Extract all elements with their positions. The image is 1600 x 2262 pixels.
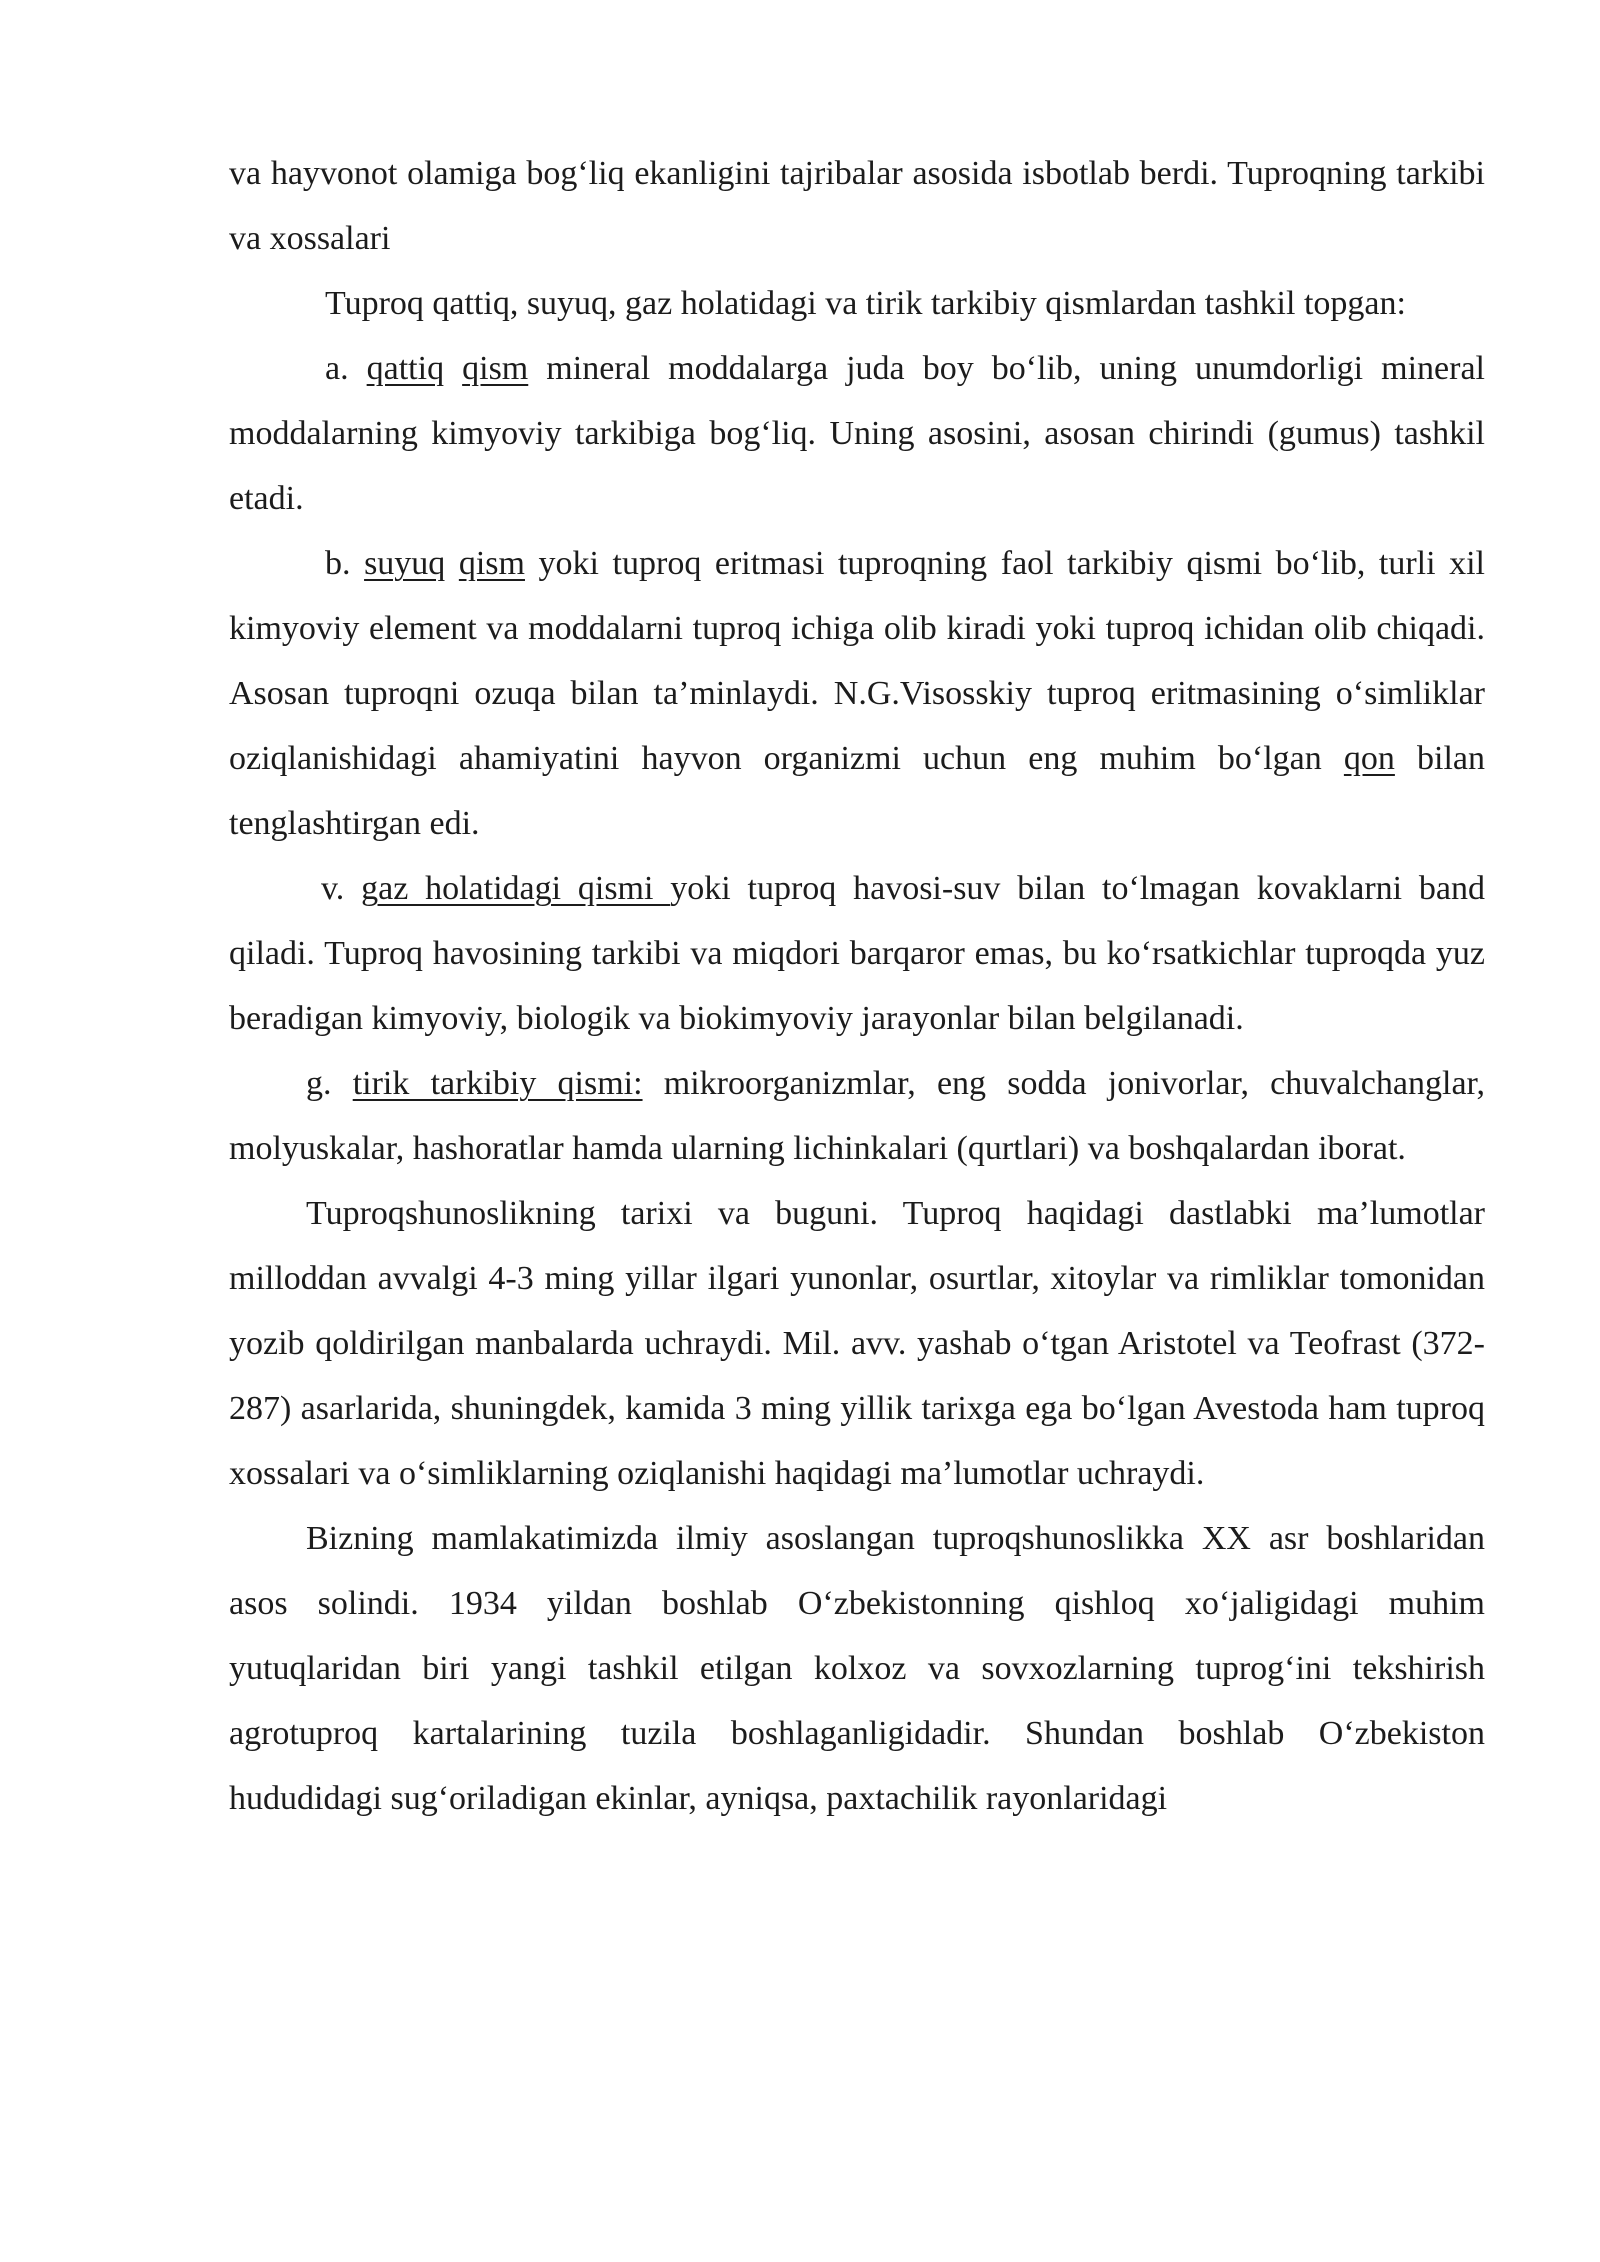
- underlined-term-qon: qon: [1343, 740, 1395, 777]
- document-body: [229, 141, 1485, 1831]
- list-marker-g: g.: [306, 1065, 353, 1102]
- underlined-term-tirik-tarkibiy-qismi: tirik tarkibiy qismi:: [352, 1065, 643, 1102]
- underlined-term-qattiq: qattiq: [366, 350, 445, 387]
- paragraph-8: Bizning mamlakatimizda ilmiy asoslangan tuproqshunoslikka XX asr boshlaridan asos solindi. 1934 yildan boshlab O‘zbekistonning qishloq xo‘jaligidagi muhim yutuqlaridan biri yangi tashkil etilgan kolxoz va sovxozlarning tuprog‘ini tekshirish agrotuproq kartalarining tuzila boshlaganligidadir. Shundan boshlab O‘zbekiston hududidagi sug‘oriladigan ekinlar, ayniqsa, paxtachilik rayonlaridagi: [229, 1520, 1485, 1817]
- paragraph-6: [229, 1051, 1485, 1181]
- paragraph-4-text: yoki tuproq eritmasi tuproqning faol tarkibiy qismi bo‘lib, turli xil kimyoviy element va moddalarni tuproq ichiga olib kiradi yoki tuproq ichidan olib chiqadi. Asosan tuproqni ozuqa bilan ta’minlaydi. N.G.Visosskiy tuproq eritmasining o‘simliklar oziqlanishidagi ahamiyatini hayvon organizmi uchun eng muhim bo‘lgan: [229, 545, 1485, 777]
- underlined-term-qism-2: qism: [458, 545, 525, 582]
- paragraph-5: [229, 856, 1485, 1051]
- paragraph-6-text: mikroorganizmlar, eng sodda jonivorlar, chuvalchanglar, molyuskalar, hashoratlar hamda ularning lichinkalari (qurtlari) va boshqalardan iborat.: [229, 1065, 1485, 1167]
- list-marker-b: b.: [325, 545, 365, 582]
- paragraph-4-text-end: bilan tenglashtirgan edi.: [229, 740, 1485, 842]
- paragraph-2: Tuproq qattiq, suyuq, gaz holatidagi va tirik tarkibiy qismlardan tashkil topgan:: [325, 285, 1406, 322]
- list-marker-a: a.: [325, 350, 367, 387]
- paragraph-1: va hayvonot olamiga bog‘liq ekanligini tajribalar asosida isbotlab berdi. Tuproqning tarkibi va xossalari: [229, 155, 1485, 257]
- underlined-term-qism: qism: [462, 350, 529, 387]
- space: [444, 350, 462, 387]
- paragraph-3: [229, 336, 1485, 531]
- paragraph-3-text: mineral moddalarga juda boy bo‘lib, uning unumdorligi mineral moddalarning kimyoviy tarkibiga bog‘liq. Uning asosini, asosan chirindi (gumus) tashkil etadi.: [229, 350, 1485, 517]
- paragraph-7: Tuproqshunoslikning tarixi va buguni. Tuproq haqidagi dastlabki ma’lumotlar milloddan avvalgi 4-3 ming yillar ilgari yunonlar, osurtlar, xitoylar va rimliklar tomonidan yozib qoldirilgan manbalarda uchraydi. Mil. avv. yashab o‘tgan Aristotel va Teofrast (372-287) asarlarida, shuningdek, kamida 3 ming yillik tarixga ega bo‘lgan Avestoda ham tuproq xossalari va o‘simliklarning oziqlanishi haqidagi ma’lumotlar uchraydi.: [229, 1195, 1485, 1492]
- underlined-term-suyuq: suyuq: [364, 545, 446, 582]
- underlined-term-gaz-holatidagi-qismi: gaz holatidagi qismi: [361, 870, 671, 907]
- paragraph-4: [229, 531, 1485, 856]
- list-marker-v: v.: [321, 870, 362, 907]
- paragraph-5-text: yoki tuproq havosi-suv bilan to‘lmagan kovaklarni band qiladi. Tuproq havosining tarkibi va miqdori barqaror emas, bu ko‘rsatkichlar tuproqda yuz beradigan kimyoviy, biologik va biokimyoviy jarayonlar bilan belgilanadi.: [229, 870, 1485, 1037]
- space: [445, 545, 459, 582]
